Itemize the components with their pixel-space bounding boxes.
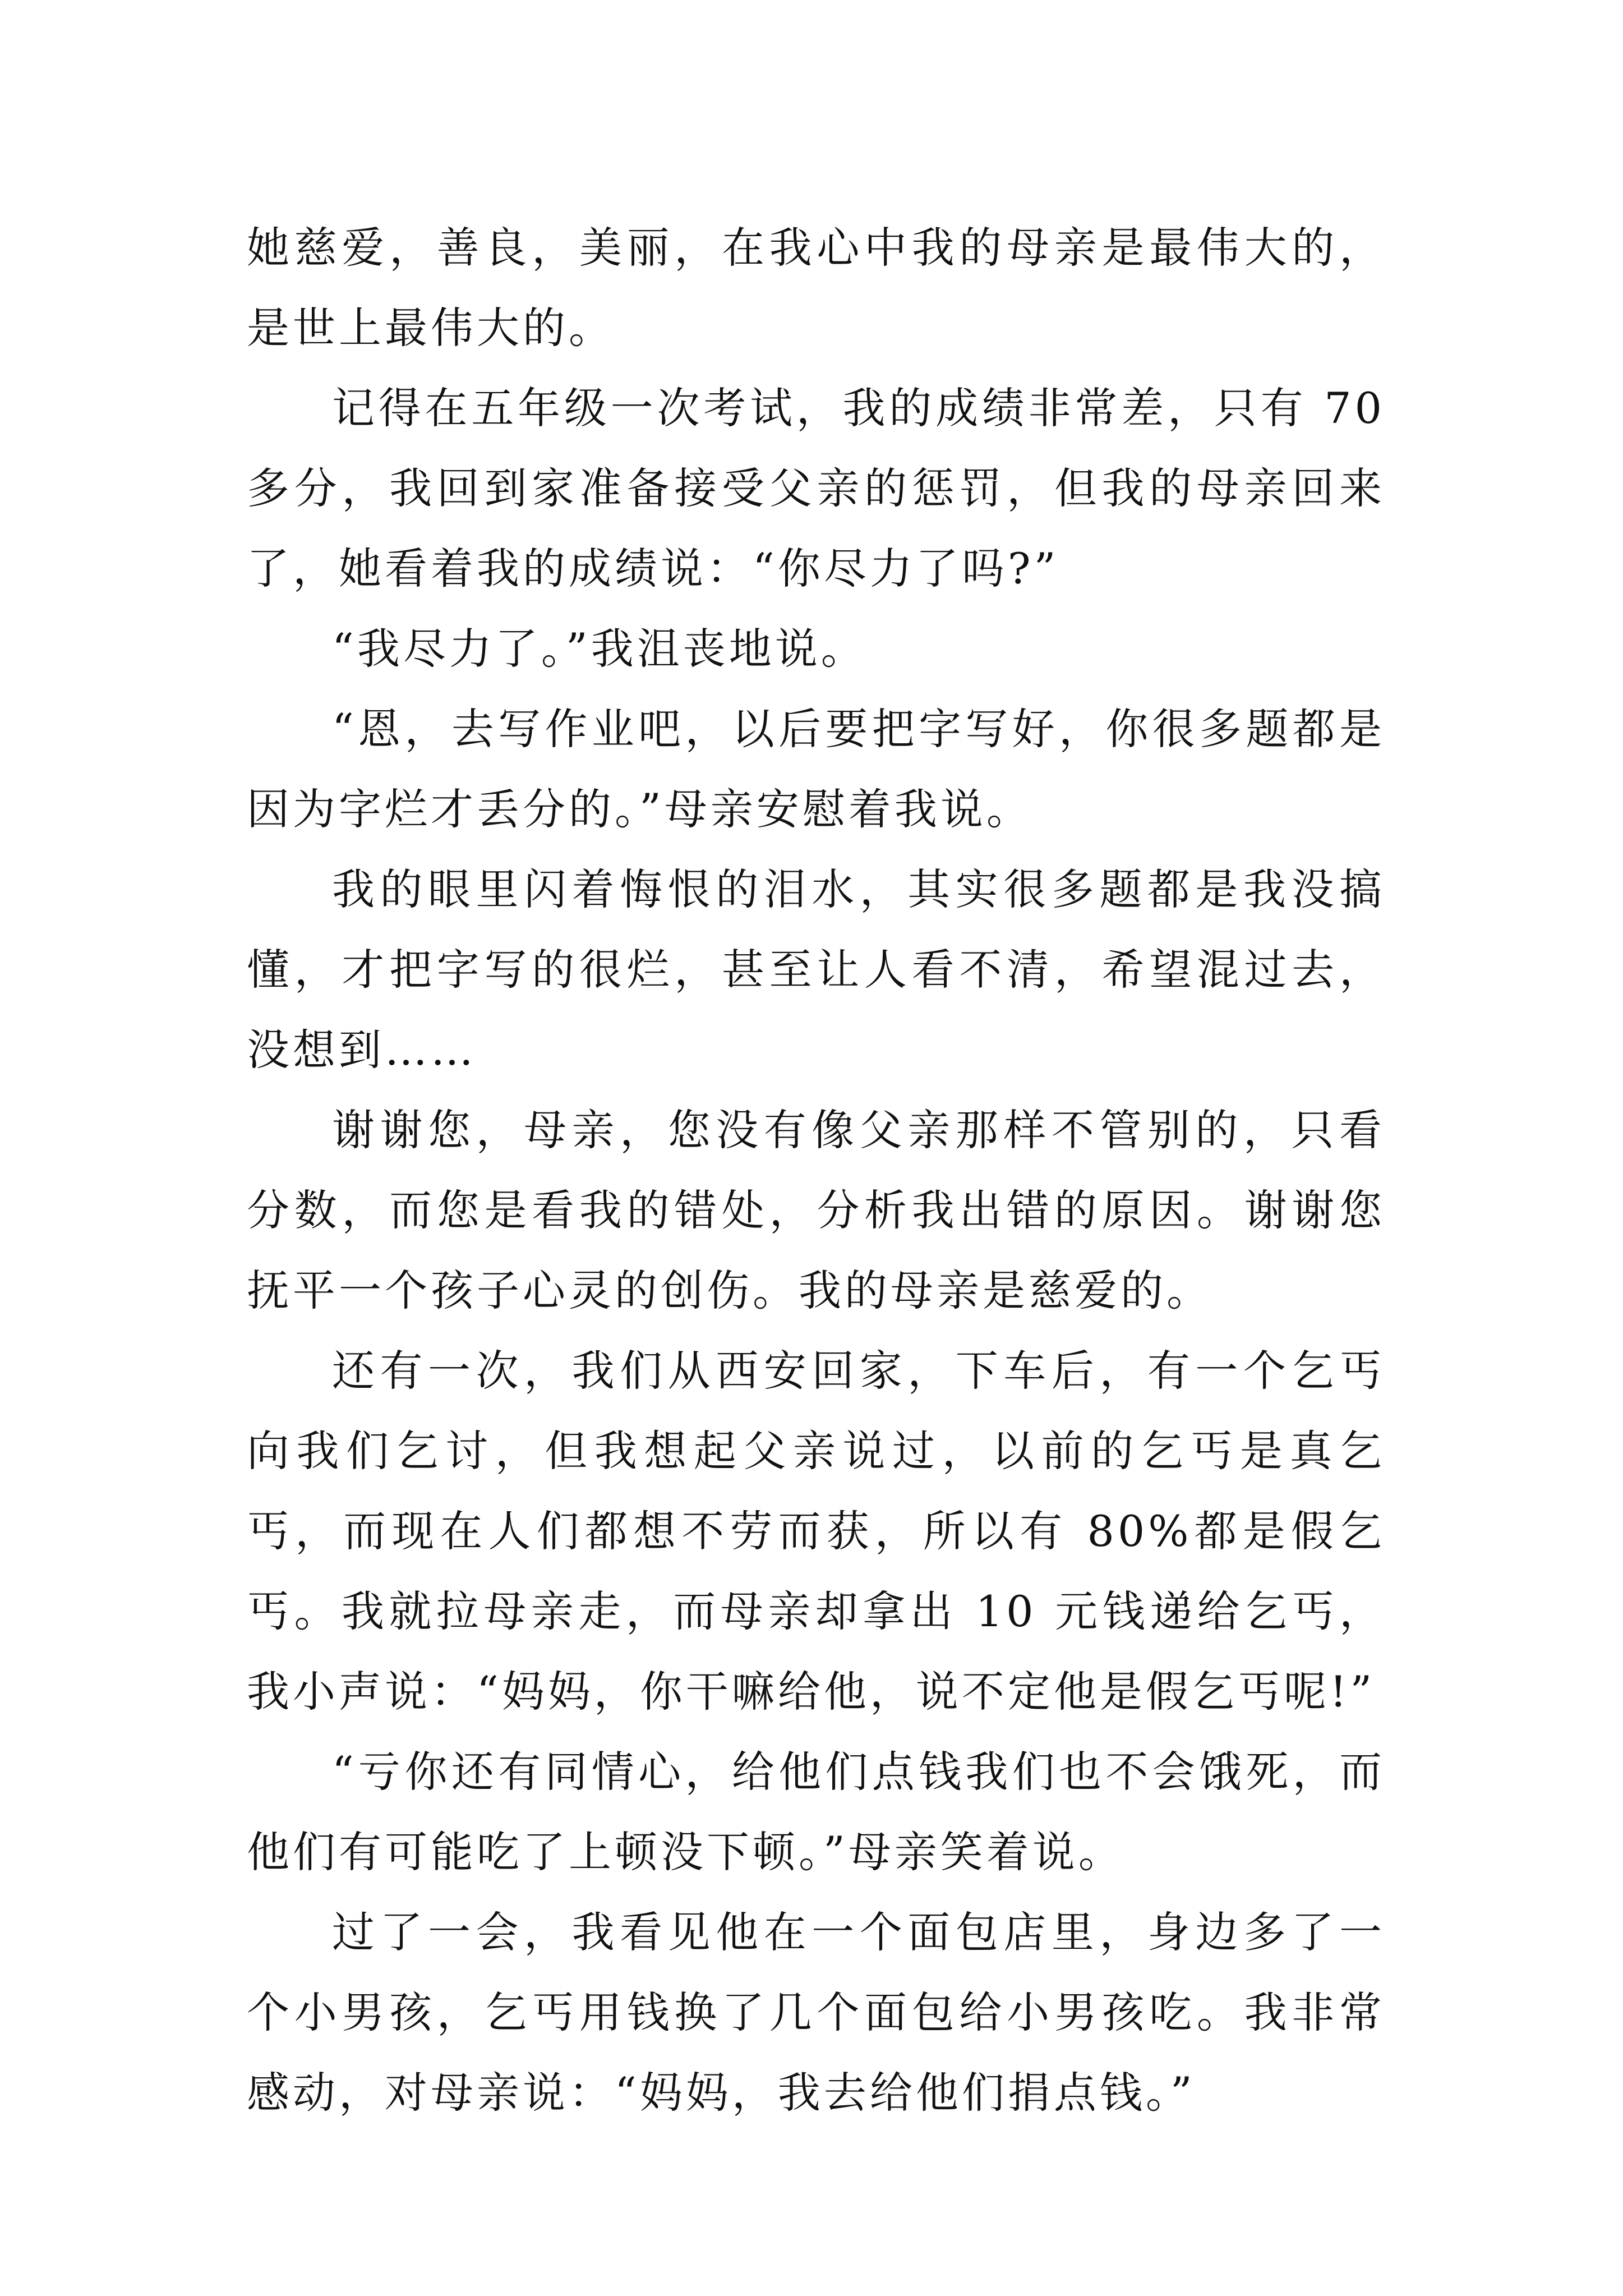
paragraph: “我尽力了。”我沮丧地说。 bbox=[332, 624, 867, 674]
paragraph: 还有一次，我们从西安回家，下车后，有一个乞丐向我们乞讨，但我想起父亲说过，以前的乞丐是真乞丐，而现在人们都想不劳而获，所以有 80%都是假乞丐。我就拉母亲走，而母亲却拿出 10 元钱递给乞丐，我小声说：“妈妈，你干嘛给他，说不定他是假乞丐呢!” bbox=[247, 1346, 1385, 1717]
paragraph: 过了一会，我看见他在一个面包店里，身边多了一个小男孩，乞丐用钱换了几个面包给小男孩吃。我非常感动，对母亲说：“妈妈，我去给他们捐点钱。” bbox=[247, 1907, 1385, 2118]
paragraph: 我的眼里闪着悔恨的泪水，其实很多题都是我没搞懂，才把字写的很烂，甚至让人看不清，希望混过去，没想到…… bbox=[247, 864, 1385, 1075]
paragraph: “恩，去写作业吧，以后要把字写好，你很多题都是因为字烂才丢分的。”母亲安慰着我说。 bbox=[247, 704, 1385, 834]
document-body bbox=[247, 208, 1385, 2133]
paragraph-continuation: 她慈爱，善良，美丽，在我心中我的母亲是最伟大的，是世上最伟大的。 bbox=[247, 223, 1385, 353]
paragraph: 谢谢您，母亲，您没有像父亲那样不管别的，只看分数，而您是看我的错处，分析我出错的原因。谢谢您抚平一个孩子心灵的创伤。我的母亲是慈爱的。 bbox=[247, 1105, 1385, 1315]
paragraph: “亏你还有同情心，给他们点钱我们也不会饿死，而他们有可能吃了上顿没下顿。”母亲笑着说。 bbox=[247, 1747, 1385, 1877]
paragraph: 记得在五年级一次考试，我的成绩非常差，只有 70 多分，我回到家准备接受父亲的惩罚，但我的母亲回来了，她看着我的成绩说：“你尽力了吗?” bbox=[247, 383, 1385, 593]
